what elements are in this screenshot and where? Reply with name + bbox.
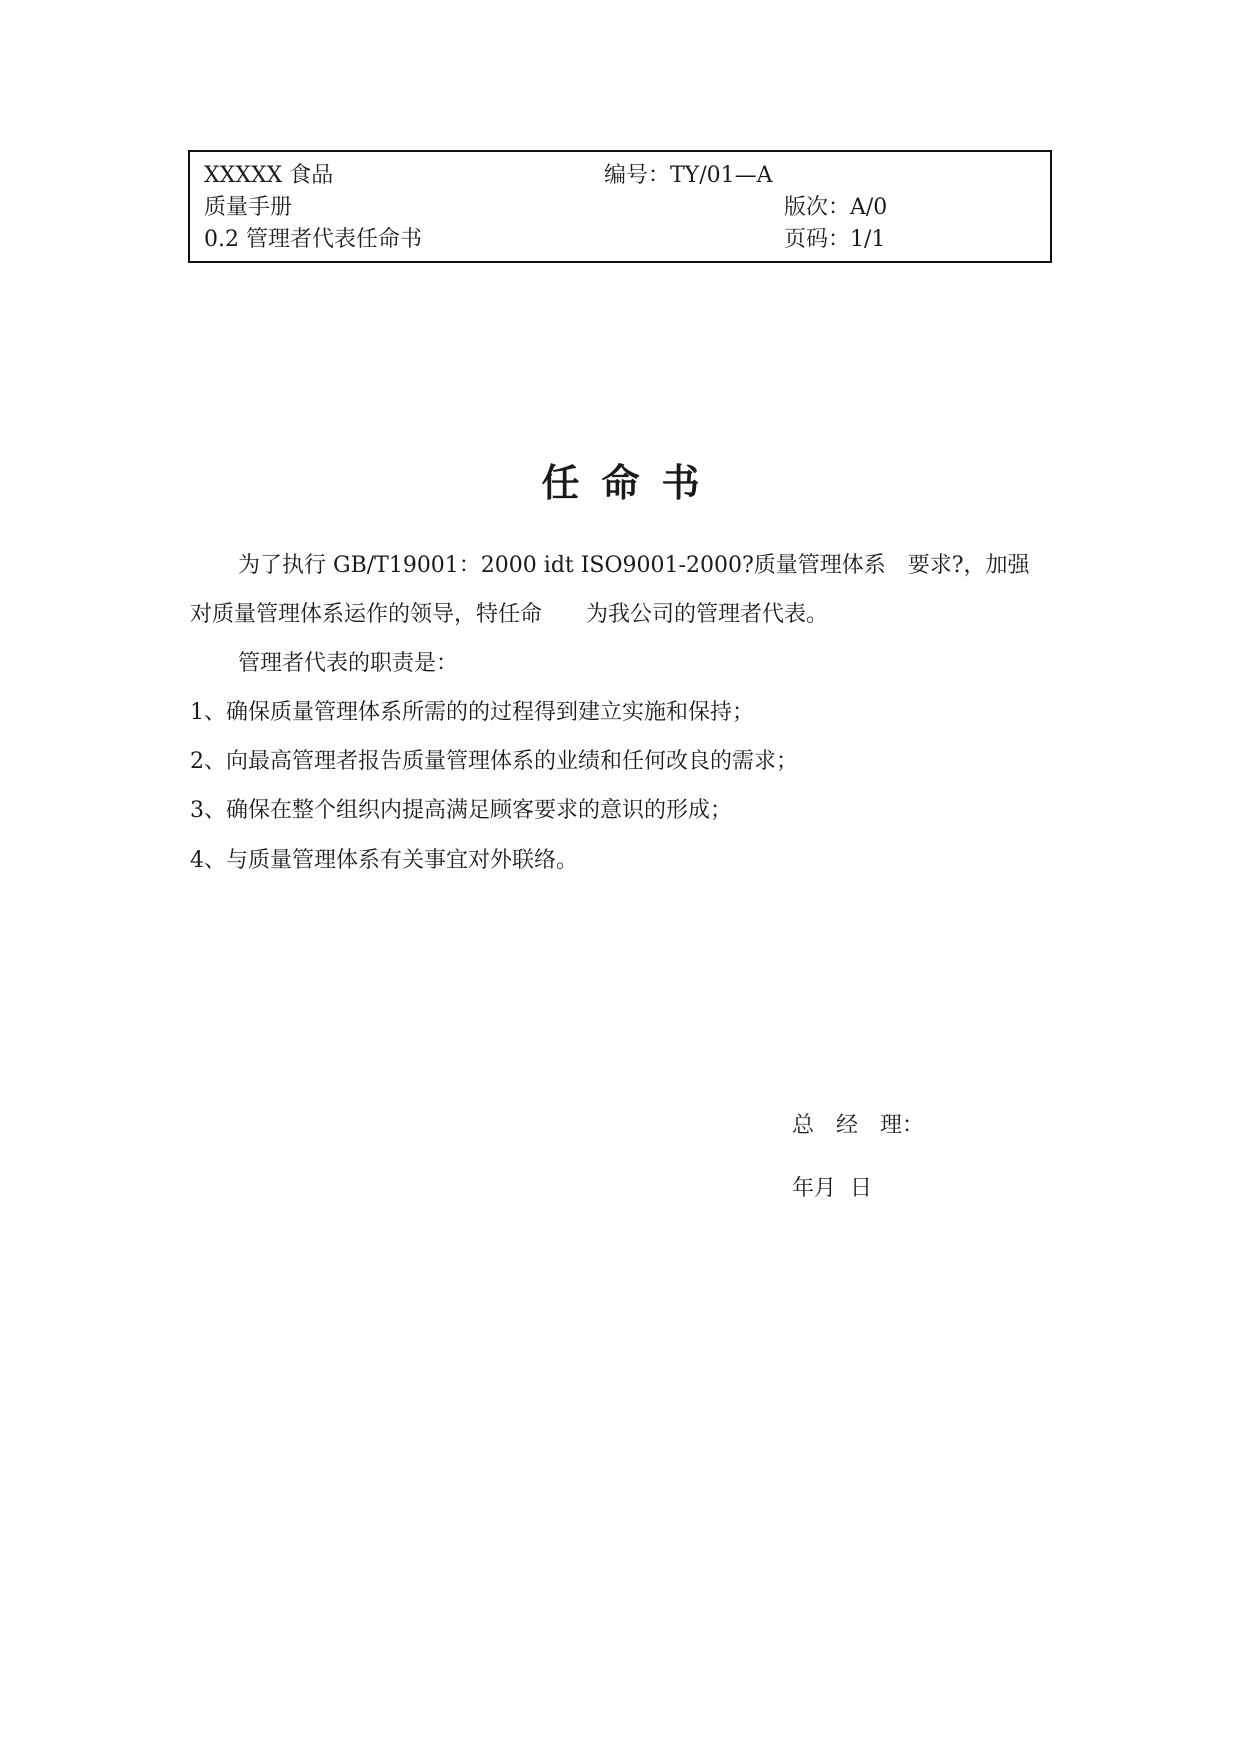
document-header-box [188,150,1052,263]
general-manager-signature-label: 总 经 理： [792,1113,925,1138]
manual-name: 质量手册 [204,195,293,220]
section-title: 0.2 管理者代表任命书 [204,227,422,252]
document-number: 编号：TY/01—A [604,163,773,188]
duty-item-3: 3、确保在整个组织内提高满足顾客要求的意识的形成； [190,798,732,823]
page-title: 任命书 [541,461,722,505]
duties-heading: 管理者代表的职责是： [238,651,459,676]
paragraph-line-2: 对质量管理体系运作的领导，特任命 为我公司的管理者代表。 [190,602,829,627]
duty-item-4: 4、与质量管理体系有关事宜对外联络。 [190,848,578,873]
paragraph-line-1: 为了执行 GB/T19001：2000 idt ISO9001-2000?质量管理体系 要求?，加强 [238,553,1030,578]
company-name: XXXXX 食品 [204,163,334,188]
page-number: 页码：1/1 [784,227,886,252]
duty-item-1: 1、确保质量管理体系所需的的过程得到建立实施和保持； [190,700,754,725]
duty-item-2: 2、向最高管理者报告质量管理体系的业绩和任何改良的需求； [190,749,798,774]
signature-date-label: 年月 日 [792,1176,872,1201]
version-number: 版次：A/0 [784,195,888,220]
